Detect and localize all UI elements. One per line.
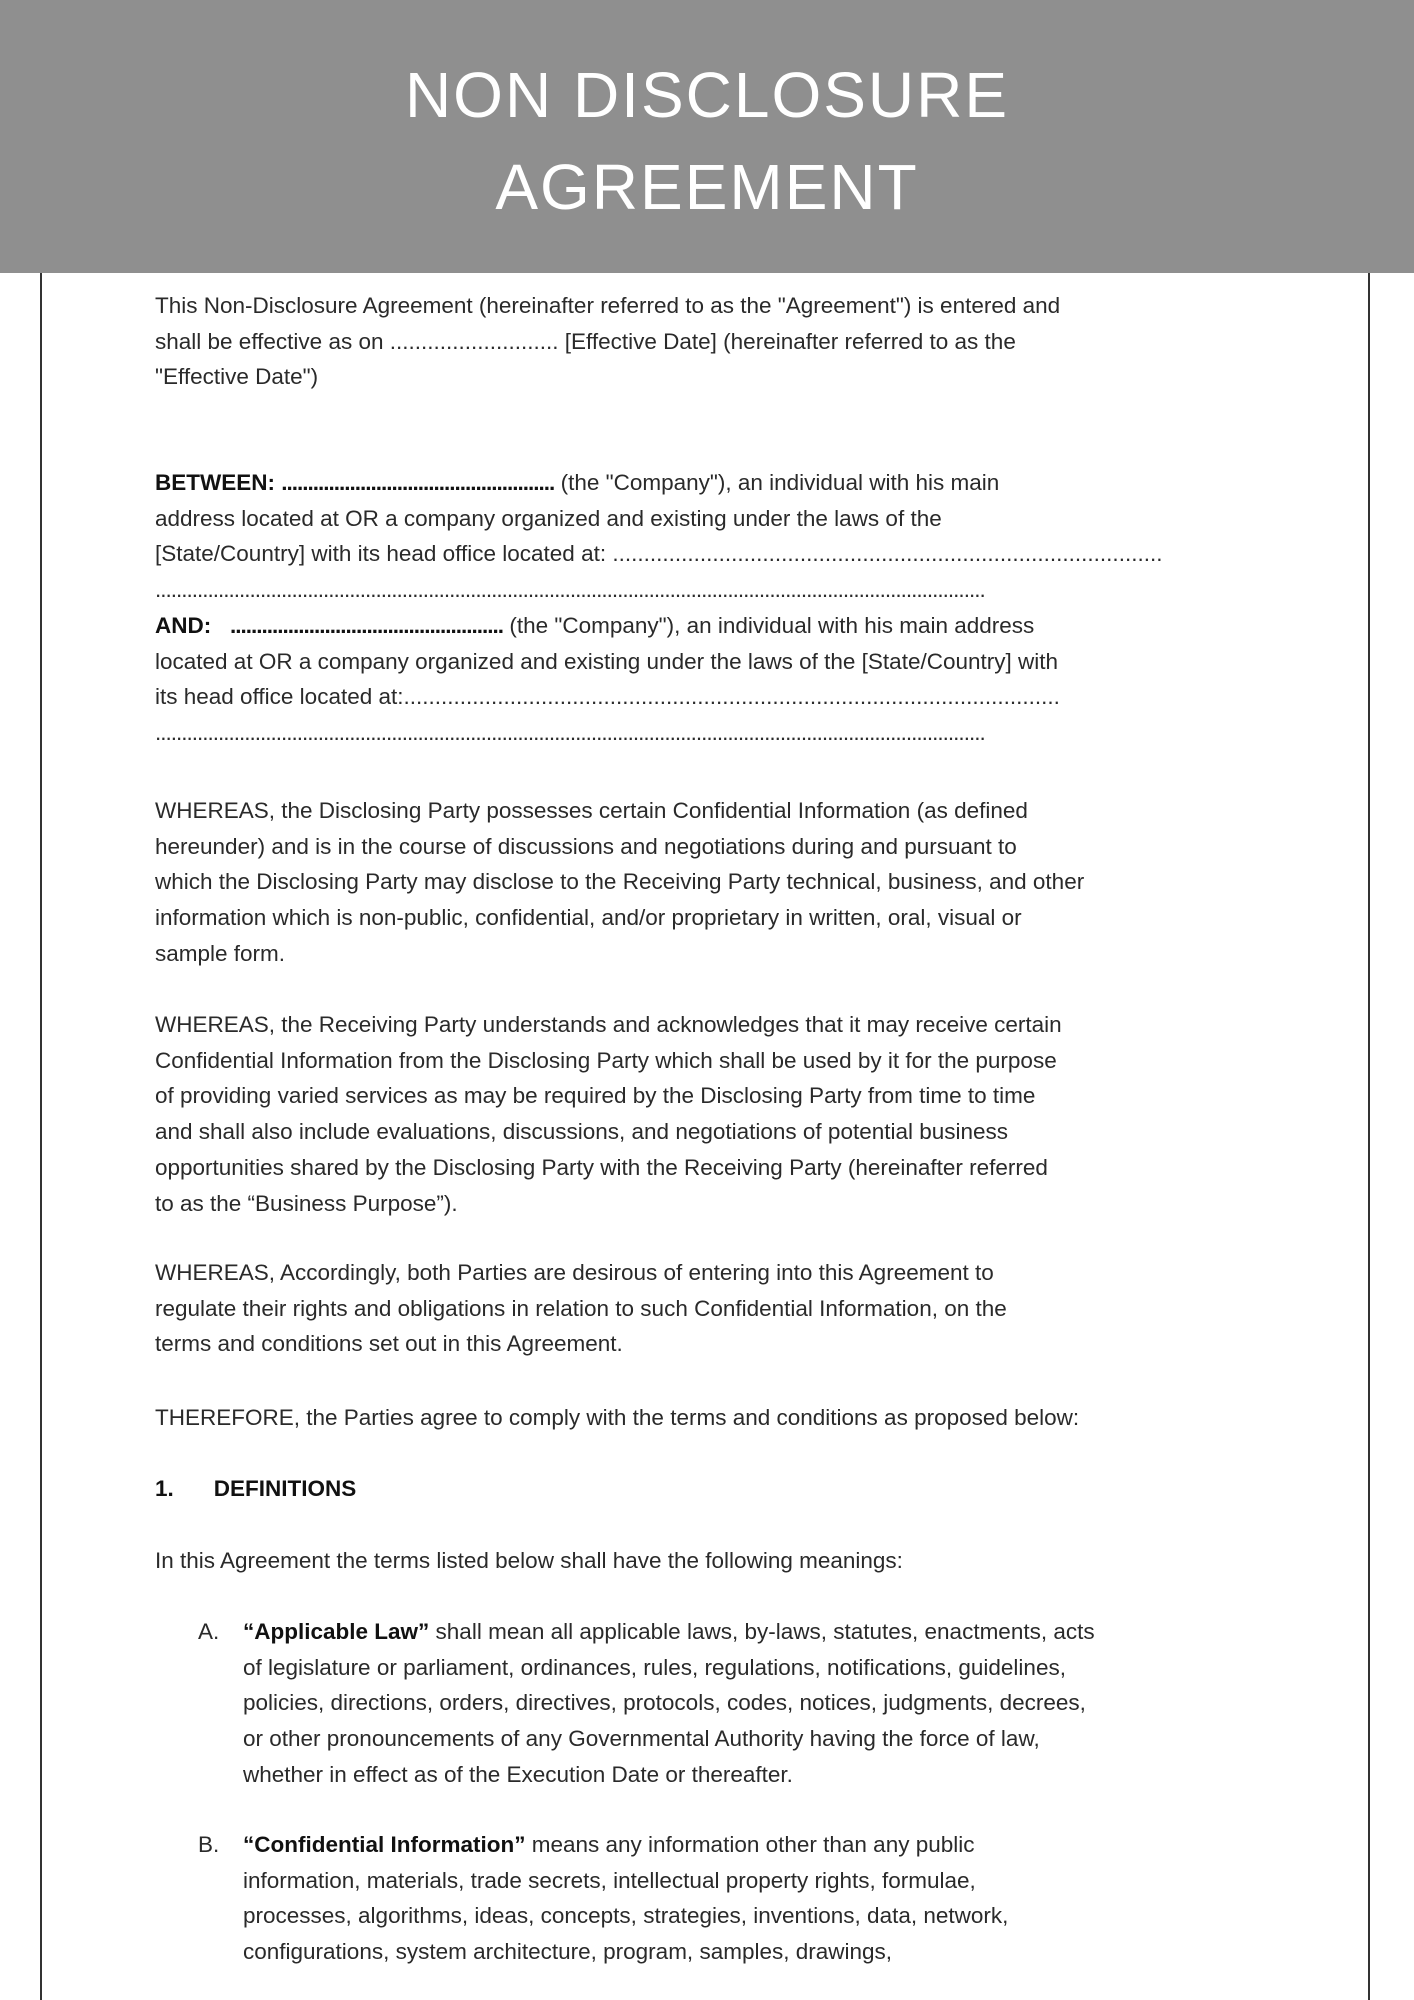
title-line-1: NON DISCLOSURE — [404, 59, 1010, 131]
blank-line: .............................................................................................................................................................. — [155, 577, 985, 603]
text-line: or other pronouncements of any Governmental Authority having the force of law, — [243, 1726, 1040, 1752]
text-line: information, materials, trade secrets, intellectual property rights, formulae, — [243, 1867, 976, 1893]
text-line: located at OR a company organized and existing under the laws of the [State/Country] with — [155, 648, 1059, 674]
text-line: policies, directions, orders, directives, protocols, codes, notices, judgments, decrees, — [243, 1690, 1086, 1716]
text-line: information which is non-public, confidential, and/or proprietary in written, oral, visual or — [155, 905, 1022, 931]
defined-term: “Confidential Information” — [243, 1832, 526, 1857]
section-intro — [155, 1543, 1255, 1579]
text-line: shall mean all applicable laws, by-laws, statutes, enactments, acts — [429, 1619, 1095, 1644]
whereas-paragraph-1 — [155, 793, 1255, 972]
text-line: to as the “Business Purpose”). — [155, 1190, 458, 1216]
blank-line: .............................................................................................................................................................. — [155, 720, 985, 746]
section-heading — [155, 1471, 1255, 1507]
text-line: configurations, system architecture, program, samples, drawings, — [243, 1939, 893, 1965]
and-paragraph — [155, 608, 1255, 751]
text-line: [State/Country] with its head office located at: ........................................................................................ — [155, 541, 1163, 567]
text-line: WHEREAS, the Receiving Party understands and acknowledges that it may receive certain — [155, 1012, 1062, 1037]
between-blank: .................................................... — [281, 470, 555, 495]
text-line: (the "Company"), an individual with his main address — [503, 613, 1035, 638]
text-line: its head office located at:......................................................................................................... — [155, 684, 1060, 710]
and-label: AND: — [155, 613, 230, 638]
text-line: WHEREAS, the Disclosing Party possesses certain Confidential Information (as defined — [155, 798, 1028, 823]
text-line: sample form. — [155, 940, 286, 966]
text-line: address located at OR a company organized and existing under the laws of the — [155, 505, 942, 531]
text-line: shall be effective as on ........................... [Effective Date] (hereinafter referred to as the — [155, 328, 1016, 354]
title-line-2: AGREEMENT — [495, 151, 919, 223]
therefore-paragraph — [155, 1400, 1255, 1436]
text-line: of legislature or parliament, ordinances, rules, regulations, notifications, guidelines, — [243, 1654, 1066, 1680]
text-line: of providing varied services as may be required by the Disclosing Party from time to time — [155, 1083, 1036, 1109]
list-marker: A. — [198, 1619, 220, 1644]
section-number: 1. — [155, 1476, 174, 1501]
between-paragraph — [155, 465, 1255, 608]
and-blank: .................................................... — [230, 613, 504, 638]
whereas-paragraph-3 — [155, 1255, 1255, 1362]
text-line: regulate their rights and obligations in relation to such Confidential Information, on the — [155, 1295, 1007, 1321]
text-line: and shall also include evaluations, discussions, and negotiations of potential business — [155, 1119, 1009, 1145]
list-marker: B. — [198, 1832, 220, 1857]
section-title: DEFINITIONS — [213, 1476, 357, 1501]
text-line: means any information other than any public — [525, 1832, 975, 1857]
text-line: In this Agreement the terms listed below shall have the following meanings: — [155, 1548, 903, 1573]
text-line: THEREFORE, the Parties agree to comply with the terms and conditions as proposed below: — [155, 1405, 1080, 1430]
text-line: WHEREAS, Accordingly, both Parties are desirous of entering into this Agreement to — [155, 1260, 994, 1285]
intro-paragraph — [155, 288, 1255, 395]
text-line: which the Disclosing Party may disclose to the Receiving Party technical, business, and other — [155, 869, 1085, 895]
between-label: BETWEEN: — [155, 470, 282, 495]
text-line: hereunder) and is in the course of discussions and negotiations during and pursuant to — [155, 833, 1017, 859]
text-line: Confidential Information from the Disclosing Party which shall be used by it for the purpose — [155, 1047, 1057, 1073]
title-banner — [0, 0, 1414, 273]
text-line: terms and conditions set out in this Agreement. — [155, 1331, 623, 1357]
text-line: whether in effect as of the Execution Date or thereafter. — [243, 1761, 793, 1787]
defined-term: “Applicable Law” — [243, 1619, 430, 1644]
whereas-paragraph-2 — [155, 1007, 1255, 1221]
text-line: This Non-Disclosure Agreement (hereinafter referred to as the "Agreement") is entered and — [155, 293, 1061, 318]
text-line: (the "Company"), an individual with his main — [554, 470, 1000, 495]
text-line: "Effective Date") — [155, 364, 319, 390]
text-line: processes, algorithms, ideas, concepts, strategies, inventions, data, network, — [243, 1903, 1009, 1929]
text-line: opportunities shared by the Disclosing Party with the Receiving Party (hereinafter referred — [155, 1154, 1048, 1180]
